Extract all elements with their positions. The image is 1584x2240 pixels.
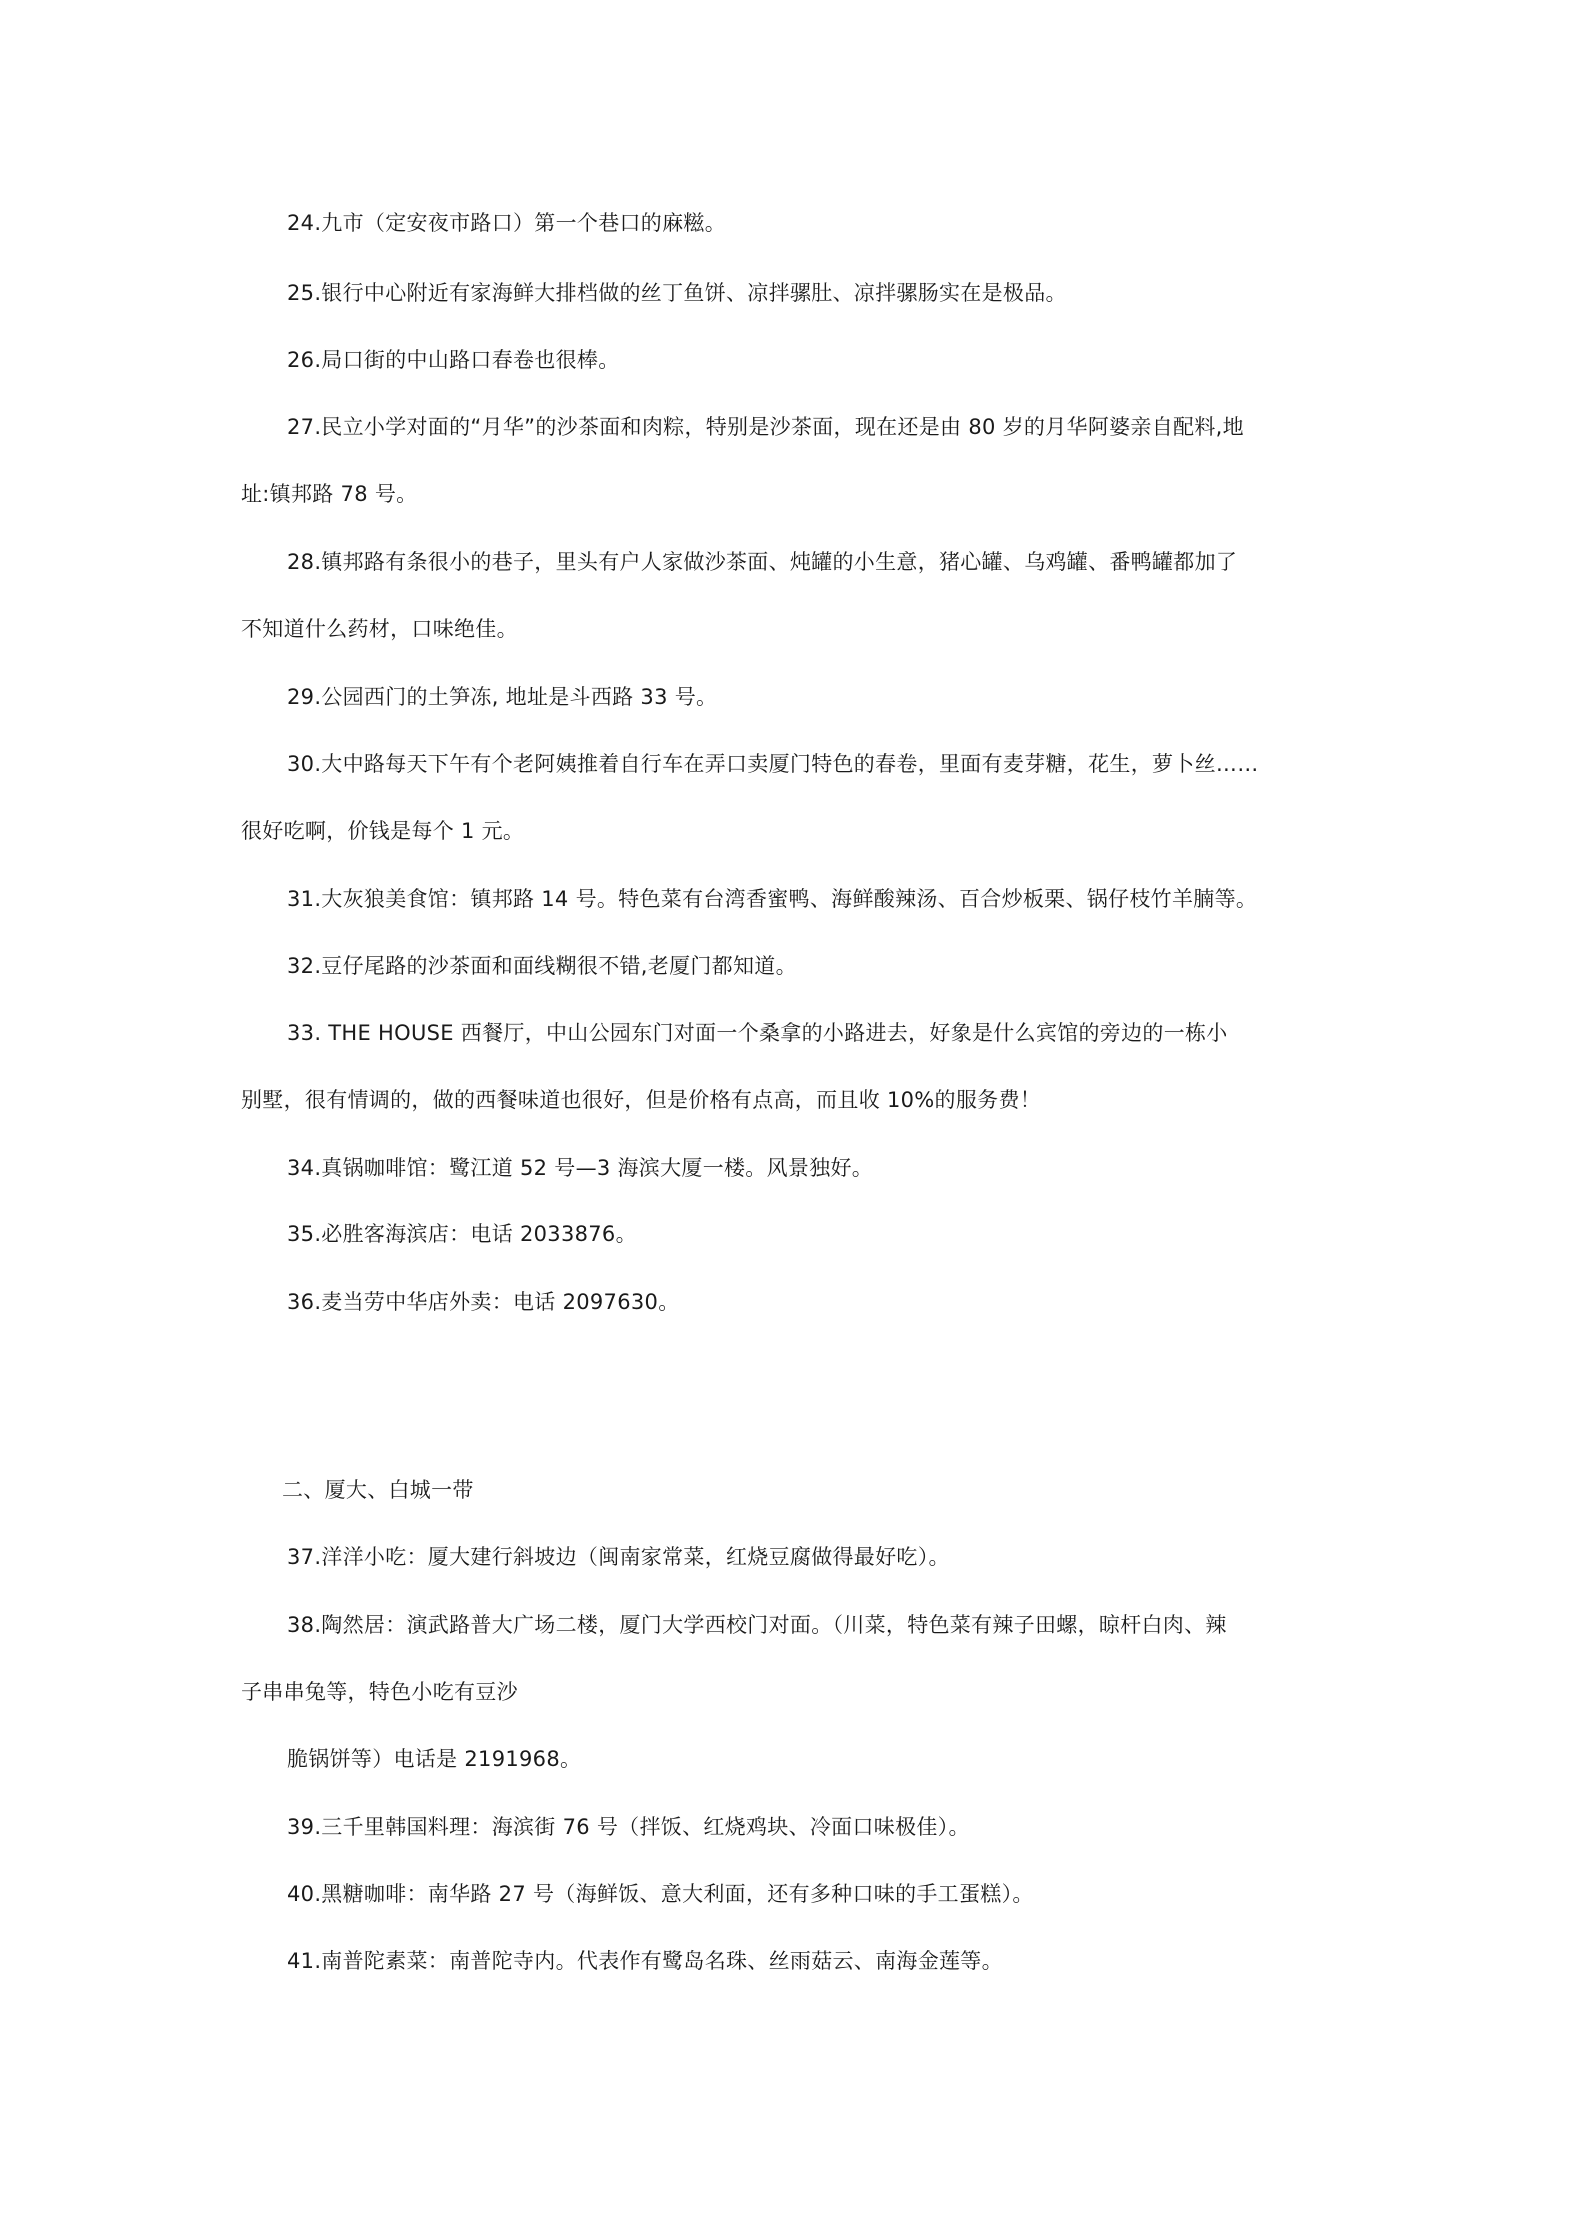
item-38-line-1: 38.陶然居：演武路普大广场二楼，厦门大学西校门对面。（川菜，特色菜有辣子田螺，晾杆白肉、辣 [287, 1613, 1227, 1637]
item-36-line-1: 36.麦当劳中华店外卖：电话 2097630。 [287, 1290, 680, 1314]
item-31-line-1: 31.大灰狼美食馆：镇邦路 14 号。特色菜有台湾香蜜鸭、海鲜酸辣汤、百合炒板栗、锅仔枝竹羊腩等。 [287, 887, 1258, 911]
item-29-line-1: 29.公园西门的土笋冻, 地址是斗西路 33 号。 [287, 685, 718, 709]
section-heading: 二、厦大、白城一带 [282, 1478, 474, 1502]
item-41-line-1: 41.南普陀素菜：南普陀寺内。代表作有鹭岛名珠、丝雨菇云、南海金莲等。 [287, 1949, 1003, 1973]
item-38-line-2: 子串串兔等，特色小吃有豆沙 [241, 1680, 518, 1704]
item-27-line-1: 27.民立小学对面的“月华”的沙茶面和肉粽，特别是沙茶面，现在还是由 80 岁的月华阿婆亲自配料,地 [287, 415, 1244, 439]
item-35-line-1: 35.必胜客海滨店：电话 2033876。 [287, 1222, 637, 1246]
item-27-line-2: 址:镇邦路 78 号。 [241, 482, 418, 506]
item-25-line-1: 25.银行中心附近有家海鲜大排档做的丝丁鱼饼、凉拌骡肚、凉拌骡肠实在是极品。 [287, 281, 1067, 305]
item-24-line-1: 24.九市（定安夜市路口）第一个巷口的麻糍。 [287, 211, 726, 235]
item-33-line-2: 别墅，很有情调的，做的西餐味道也很好，但是价格有点高，而且收 10%的服务费！ [241, 1088, 1042, 1112]
item-28-line-1: 28.镇邦路有条很小的巷子，里头有户人家做沙茶面、炖罐的小生意，猪心罐、乌鸡罐、番鸭罐都加了 [287, 550, 1238, 574]
item-32-line-1: 32.豆仔尾路的沙茶面和面线糊很不错,老厦门都知道。 [287, 954, 797, 978]
item-39-line-1: 39.三千里韩国料理：海滨街 76 号（拌饭、红烧鸡块、冷面口味极佳）。 [287, 1815, 970, 1839]
item-34-line-1: 34.真锅咖啡馆：鹭江道 52 号—3 海滨大厦一楼。风景独好。 [287, 1156, 874, 1180]
item-30-line-2: 很好吃啊，价钱是每个 1 元。 [241, 819, 525, 843]
item-33-line-1: 33. THE HOUSE 西餐厅，中山公园东门对面一个桑拿的小路进去，好象是什么宾馆的旁边的一栋小 [287, 1021, 1228, 1045]
item-40-line-1: 40.黑糖咖啡：南华路 27 号（海鲜饭、意大利面，还有多种口味的手工蛋糕）。 [287, 1882, 1034, 1906]
item-26-line-1: 26.局口街的中山路口春卷也很棒。 [287, 348, 620, 372]
item-38-line-3: 脆锅饼等）电话是 2191968。 [287, 1747, 582, 1771]
item-37-line-1: 37.洋洋小吃：厦大建行斜坡边（闽南家常菜，红烧豆腐做得最好吃）。 [287, 1545, 950, 1569]
item-28-line-2: 不知道什么药材，口味绝佳。 [241, 617, 518, 641]
item-30-line-1: 30.大中路每天下午有个老阿姨推着自行车在弄口卖厦门特色的春卷，里面有麦芽糖，花生，萝卜丝…… [287, 752, 1259, 776]
